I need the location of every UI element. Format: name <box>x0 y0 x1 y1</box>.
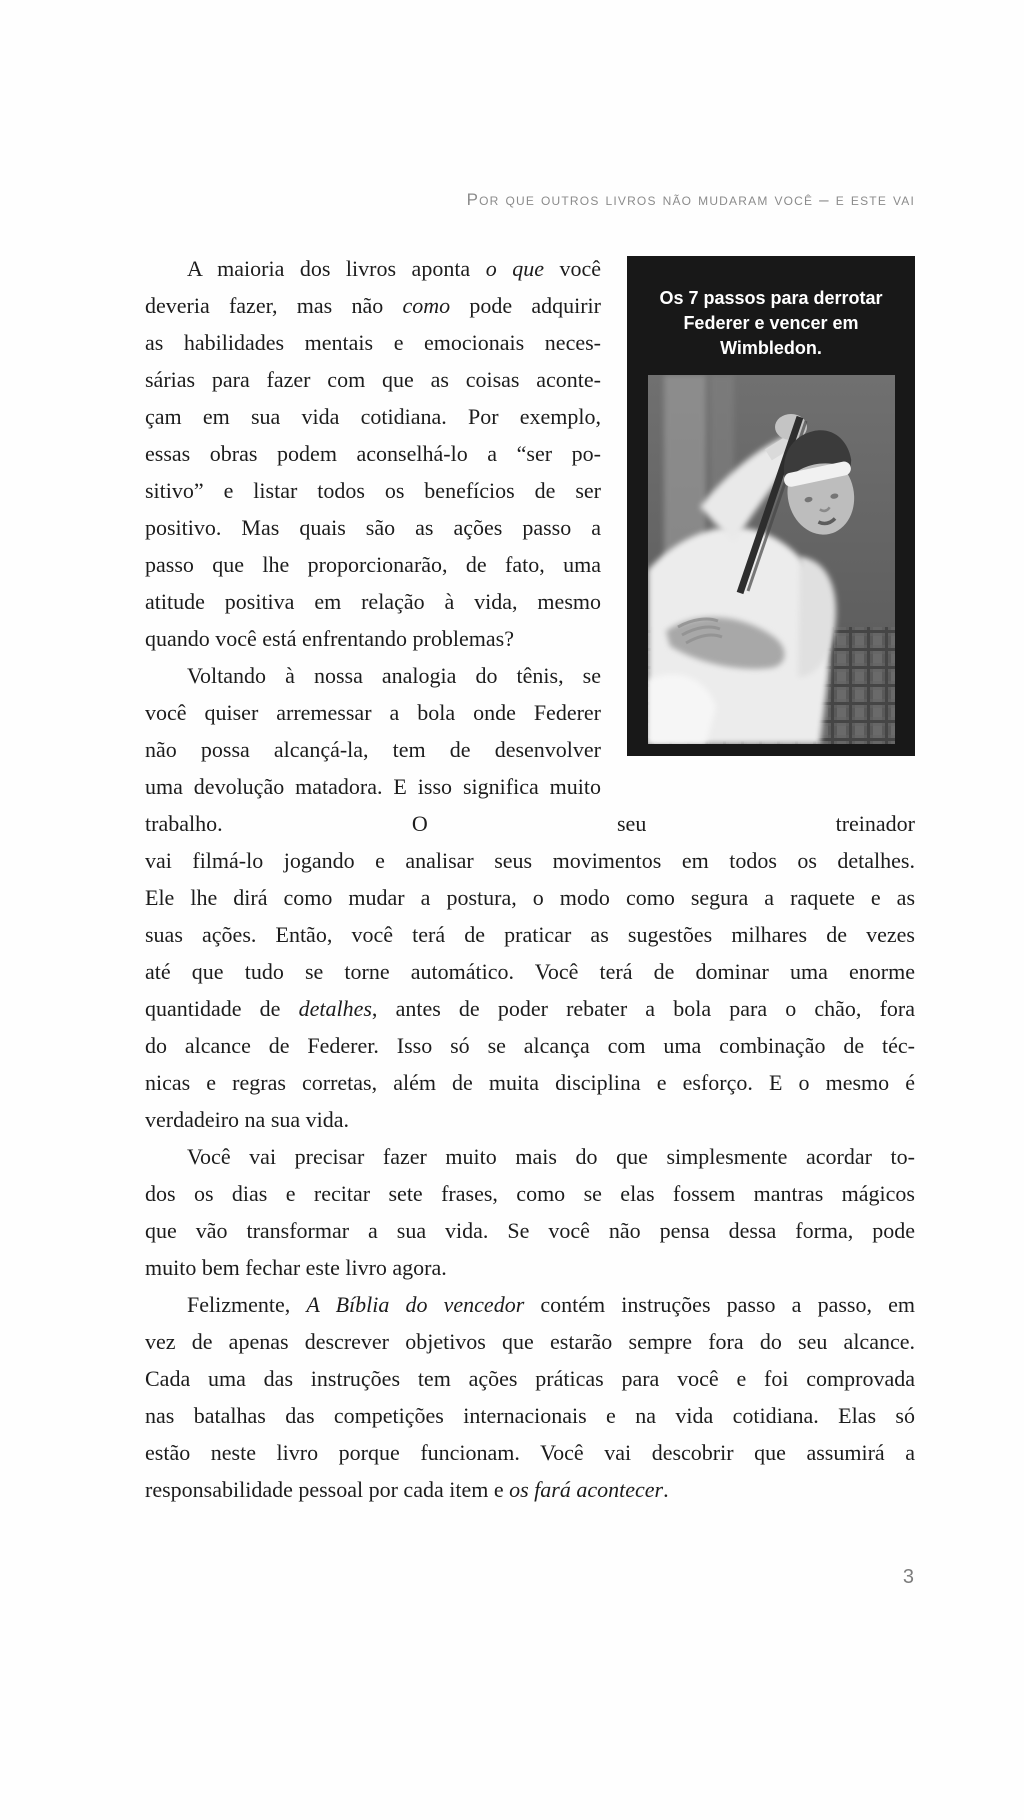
text-line: Ele lhe dirá como mudar a postura, o modo como segura a raquete e as <box>145 885 915 910</box>
text-line: essas obras podem aconselhá-lo a “ser po- <box>145 441 601 466</box>
text-line: não possa alcançá-la, tem de desenvolver <box>145 737 601 762</box>
text-line: estão neste livro porque funcionam. Você vai descobrir que assumirá a <box>145 1440 915 1465</box>
text-line: positivo. Mas quais são as ações passo a <box>145 515 601 540</box>
text-line: Você vai precisar fazer muito mais do que simplesmente acordar to- <box>187 1144 915 1169</box>
text-line: A maioria dos livros aponta o que você <box>187 256 602 281</box>
text-line: sitivo” e listar todos os benefícios de ser <box>145 478 601 503</box>
text-line: quantidade de detalhes, antes de poder rebater a bola para o chão, fora <box>145 996 915 1021</box>
text-line: uma devolução matadora. E isso significa muito trabalho. O seu treinador <box>145 774 915 836</box>
text-line: sárias para fazer com que as coisas aconte- <box>145 367 601 392</box>
text-line: vai filmá-lo jogando e analisar seus movimentos em todos os detalhes. <box>145 848 915 873</box>
text-line: do alcance de Federer. Isso só se alcança com uma combinação de téc- <box>145 1033 915 1058</box>
figure-caption-line: Federer e vencer em <box>683 313 859 333</box>
text-line: deveria fazer, mas não como pode adquirir <box>145 293 601 318</box>
body-text <box>145 250 915 1508</box>
page-number: 3 <box>902 1566 914 1588</box>
text-line: muito bem fechar este livro agora. <box>145 1255 447 1280</box>
text-line: vez de apenas descrever objetivos que estarão sempre fora do seu alcance. <box>145 1329 915 1354</box>
text-line: suas ações. Então, você terá de praticar as sugestões milhares de vezes <box>145 922 915 947</box>
text-line: você quiser arremessar a bola onde Federer <box>145 700 601 725</box>
text-line: nicas e regras corretas, além de muita disciplina e esforço. E o mesmo é <box>145 1070 915 1095</box>
figure-caption-line: Wimbledon. <box>720 338 822 358</box>
text-line: Cada uma das instruções tem ações práticas para você e foi comprovada <box>145 1366 915 1391</box>
text-line: atitude positiva em relação à vida, mesmo <box>145 589 601 614</box>
text-line: responsabilidade pessoal por cada item e os fará acontecer. <box>145 1477 669 1502</box>
text-line: nas batalhas das competições internacionais e na vida cotidiana. Elas só <box>145 1403 915 1428</box>
text-line: quando você está enfrentando problemas? <box>145 626 514 651</box>
text-line: que vão transformar a sua vida. Se você não pensa dessa forma, pode <box>145 1218 915 1243</box>
running-header: Por que outros livros não mudaram você – e este vai <box>466 190 915 209</box>
text-line: Voltando à nossa analogia do tênis, se <box>187 663 601 688</box>
text-line: verdadeiro na sua vida. <box>145 1107 350 1132</box>
text-line: até que tudo se torne automático. Você terá de dominar uma enorme <box>145 959 915 984</box>
text-line: dos os dias e recitar sete frases, como se elas fossem mantras mágicos <box>145 1181 915 1206</box>
text-line: Felizmente, A Bíblia do vencedor contém instruções passo a passo, em <box>187 1292 916 1317</box>
federer-figure <box>627 256 915 756</box>
text-line: çam em sua vida cotidiana. Por exemplo, <box>145 404 601 429</box>
figure-caption <box>627 256 915 361</box>
text-line: passo que lhe proporcionarão, de fato, uma <box>145 552 601 577</box>
text-line: as habilidades mentais e emocionais neces- <box>145 330 601 355</box>
federer-photo <box>648 375 895 744</box>
figure-caption-line: Os 7 passos para derrotar <box>659 288 883 308</box>
